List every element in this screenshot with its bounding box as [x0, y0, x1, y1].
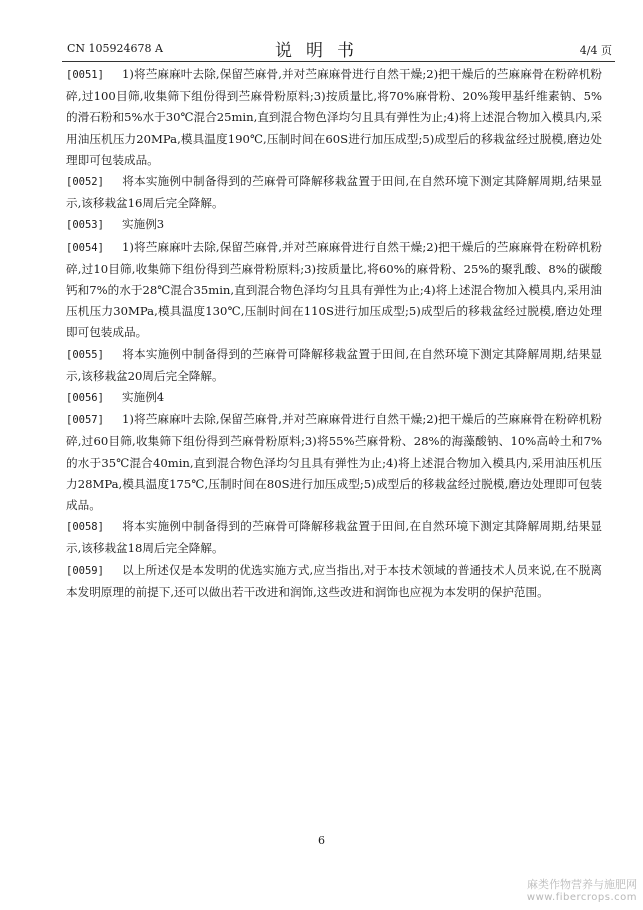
paragraph-0054 — [66, 237, 602, 344]
watermark-url: www.fibercrops.com — [526, 892, 637, 903]
watermark-site-name: 麻类作物营养与施肥网 — [527, 878, 637, 891]
section-heading: 实施例3 — [122, 217, 165, 232]
paragraph-0052 — [66, 171, 602, 214]
paragraph-0057 — [66, 409, 602, 516]
paragraph-number: [0056] — [66, 392, 104, 405]
document-title: 说明书 — [275, 41, 368, 61]
header-divider — [62, 61, 615, 62]
paragraph-0056 — [66, 387, 602, 409]
paragraph-text: 1)将苎麻麻叶去除,保留苎麻骨,并对苎麻麻骨进行自然干燥;2)把干燥后的苎麻麻骨在粉碎机粉碎,过60目筛,收集筛下组份得到苎麻骨粉原料;3)将55%苎麻骨粉、28%的海藻酸钠、10%高岭土和7%的水于35℃混合40min,直到混合物色泽均匀且具有弹性为止;4)将上述混合物加入模具内,采用油压机压力28MPa,模具温度175℃,压制时间在80S进行加压成型;5)成型后的移栽盆经过脱模,磨边处理即可包装成品。 — [66, 412, 602, 513]
patent-number: CN 105924678 A — [67, 42, 163, 55]
paragraph-text: 1)将苎麻麻叶去除,保留苎麻骨,并对苎麻麻骨进行自然干燥;2)把干燥后的苎麻麻骨在粉碎机粉碎,过100目筛,收集筛下组份得到苎麻骨粉原料;3)按质量比,将70%麻骨粉、20%羧甲基纤维素钠、5%的滑石粉和5%水于30℃混合25min,直到混合物色泽均匀且具有弹性为止;4)将上述混合物加入模具内,采用油压机压力20MPa,模具温度190℃,压制时间在60S进行加压成型;5)成型后的移栽盆经过脱模,磨边处理即可包装成品。 — [66, 67, 602, 167]
paragraph-number: [0059] — [66, 564, 104, 577]
paragraph-0055 — [66, 344, 602, 387]
section-heading: 实施例4 — [122, 390, 165, 405]
paragraph-text: 将本实施例中制备得到的苎麻骨可降解移栽盆置于田间,在自然环境下测定其降解周期,结果显示,该移栽盆18周后完全降解。 — [66, 519, 602, 556]
paragraph-number: [0051] — [66, 69, 104, 81]
paragraph-text: 1)将苎麻麻叶去除,保留苎麻骨,并对苎麻麻骨进行自然干燥;2)把干燥后的苎麻麻骨在粉碎机粉碎,过10目筛,收集筛下组份得到苎麻骨粉原料;3)按质量比,将60%的麻骨粉、25%的聚乳酸、8%的碳酸钙和7%的水于28℃混合35min,直到混合物色泽均匀且具有弹性为止;4)将上述混合物加入模具内,采用油压机压力30MPa,模具温度130℃,压制时间在110S进行加压成型;5)成型后的移栽盆经过脱模,磨边处理即可包装成品。 — [66, 239, 602, 340]
paragraph-0059 — [66, 560, 602, 603]
page-indicator: 4/4 页 — [579, 44, 612, 57]
paragraph-number: [0058] — [66, 521, 104, 534]
paragraph-number: [0055] — [66, 348, 104, 361]
paragraph-number: [0052] — [66, 176, 104, 189]
document-body — [66, 64, 602, 603]
paragraph-text: 将本实施例中制备得到的苎麻骨可降解移栽盆置于田间,在自然环境下测定其降解周期,结果显示,该移栽盆20周后完全降解。 — [66, 346, 602, 383]
paragraph-number: [0053] — [66, 219, 104, 232]
paragraph-0053 — [66, 214, 602, 236]
paragraph-number: [0054] — [66, 241, 104, 254]
page-number: 6 — [318, 834, 325, 847]
paragraph-0051 — [66, 64, 602, 171]
paragraph-0058 — [66, 516, 602, 559]
paragraph-text: 将本实施例中制备得到的苎麻骨可降解移栽盆置于田间,在自然环境下测定其降解周期,结果显示,该移栽盆16周后完全降解。 — [66, 174, 602, 211]
paragraph-text: 以上所述仅是本发明的优选实施方式,应当指出,对于本技术领域的普通技术人员来说,在不脱离本发明原理的前提下,还可以做出若干改进和润饰,这些改进和润饰也应视为本发明的保护范围。 — [66, 562, 602, 599]
paragraph-number: [0057] — [66, 414, 104, 427]
